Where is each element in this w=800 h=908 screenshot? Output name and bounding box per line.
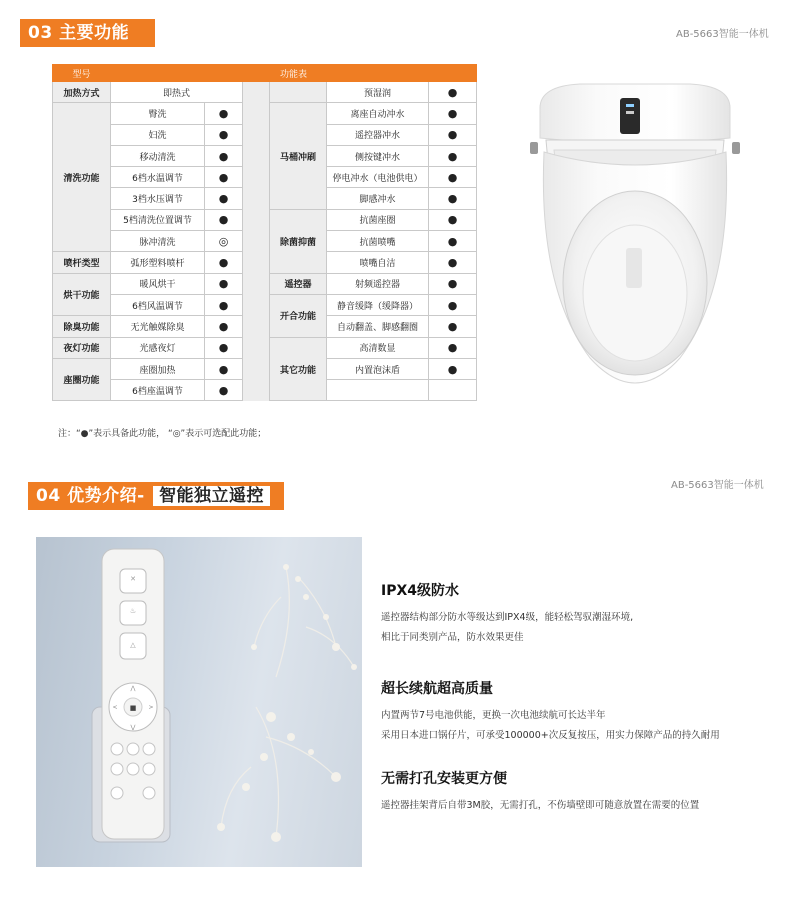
- mark-cell: ●: [205, 167, 243, 188]
- mark-cell: ●: [429, 82, 477, 103]
- feature-cell: 侧按键冲水: [327, 145, 429, 166]
- mark-cell: ●: [429, 188, 477, 209]
- category-cell: 座圈功能: [53, 358, 111, 401]
- mark-cell: ●: [205, 124, 243, 145]
- svg-text:✕: ✕: [130, 575, 136, 583]
- feature-cell: 6档风温调节: [111, 294, 205, 315]
- mark-cell: ●: [429, 273, 477, 294]
- category-cell: [270, 82, 327, 103]
- feature-text-install: [381, 796, 699, 816]
- feature-cell: 静音缓降（缓降器）: [327, 294, 429, 315]
- feature-line: 遥控器挂架背后自带3M胶，无需打孔，不伤墙壁即可随意放置在需要的位置: [381, 800, 700, 811]
- model-label: AB-5663智能一体机: [676, 29, 769, 40]
- mark-cell: ●: [429, 103, 477, 124]
- feature-cell: 停电冲水（电池供电）: [327, 167, 429, 188]
- mark-cell: ●: [205, 294, 243, 315]
- feature-cell: 妇洗: [111, 124, 205, 145]
- mark-cell: ●: [429, 145, 477, 166]
- mark-cell: ●: [429, 358, 477, 379]
- category-cell: 马桶冲刷: [270, 103, 327, 209]
- mark-cell: ●: [205, 145, 243, 166]
- feature-line: 相比于同类别产品，防水效果更佳: [381, 632, 524, 643]
- mark-cell: ●: [429, 209, 477, 230]
- mark-cell: ●: [429, 124, 477, 145]
- svg-text:⋁: ⋁: [130, 724, 136, 731]
- feature-title-waterproof: IPX4级防水: [381, 583, 460, 599]
- feature-cell: 抗菌喷嘴: [327, 231, 429, 252]
- feature-cell: 脉冲清洗: [111, 231, 205, 252]
- feature-cell: 臀洗: [111, 103, 205, 124]
- header-function-table: 功能表: [111, 65, 477, 82]
- svg-text:⋀: ⋀: [130, 685, 136, 692]
- category-cell: 其它功能: [270, 337, 327, 401]
- feature-cell: 喷嘴自洁: [327, 252, 429, 273]
- category-cell: 加热方式: [53, 82, 111, 103]
- mark-cell: ●: [429, 294, 477, 315]
- header-model: 型号: [53, 65, 111, 82]
- mark-cell: ●: [205, 337, 243, 358]
- feature-cell: 脚感冲水: [327, 188, 429, 209]
- section-heading-highlight: 智能独立遥控: [153, 486, 270, 506]
- feature-cell: 射频遥控器: [327, 273, 429, 294]
- feature-title-battery: 超长续航超高质量: [381, 681, 493, 697]
- section-heading-text: 03 主要功能: [28, 23, 130, 43]
- feature-cell: 自动翻盖、脚感翻圈: [327, 316, 429, 337]
- category-cell: 除臭功能: [53, 316, 111, 337]
- mark-cell: ●: [205, 316, 243, 337]
- mark-cell: [429, 380, 477, 401]
- svg-text:△: △: [130, 641, 136, 649]
- feature-line: 内置两节7号电池供能，更换一次电池续航可长达半年: [381, 710, 606, 721]
- feature-text-waterproof: [381, 608, 633, 648]
- category-cell: 清洗功能: [53, 103, 111, 252]
- feature-cell: 6档座温调节: [111, 380, 205, 401]
- mark-cell: ●: [205, 380, 243, 401]
- feature-title-install: 无需打孔安装更方便: [381, 771, 507, 787]
- feature-cell: 预湿润: [327, 82, 429, 103]
- feature-cell: 无光触媒除臭: [111, 316, 205, 337]
- feature-cell: 5档清洗位置调节: [111, 209, 205, 230]
- category-cell: 喷杆类型: [53, 252, 111, 273]
- mark-cell: ●: [205, 252, 243, 273]
- remote-control-photo: [36, 537, 362, 867]
- feature-cell: 遥控器冲水: [327, 124, 429, 145]
- toilet-illustration: [520, 78, 750, 408]
- feature-cell: 内置泡沫盾: [327, 358, 429, 379]
- feature-cell: 暖风烘干: [111, 273, 205, 294]
- model-label: AB-5663智能一体机: [671, 480, 764, 491]
- feature-cell: 高清数显: [327, 337, 429, 358]
- mark-cell: ◎: [205, 231, 243, 252]
- feature-cell: 6档水温调节: [111, 167, 205, 188]
- mark-cell: ●: [205, 358, 243, 379]
- mark-cell: ●: [205, 103, 243, 124]
- svg-text:<: <: [112, 704, 118, 711]
- display-panel-icon: [620, 98, 640, 134]
- mark-cell: ●: [429, 316, 477, 337]
- table-row: [53, 82, 477, 103]
- table-header-row: [53, 65, 477, 82]
- mark-cell: ●: [429, 167, 477, 188]
- mark-cell: ●: [205, 273, 243, 294]
- feature-cell: 弧形塑料喷杆: [111, 252, 205, 273]
- feature-cell: 移动清洗: [111, 145, 205, 166]
- mark-cell: ●: [429, 231, 477, 252]
- mark-cell: ●: [429, 337, 477, 358]
- feature-cell: [327, 380, 429, 401]
- function-table: [52, 64, 477, 401]
- mark-cell: ●: [205, 209, 243, 230]
- table-note: 注：“●”表示具备此功能， “◎”表示可选配此功能；: [58, 429, 267, 439]
- category-cell: 烘干功能: [53, 273, 111, 316]
- feature-line: 遥控器结构部分防水等级达到IPX4级，能轻松驾驭潮湿环境,: [381, 612, 634, 623]
- mark-cell: ●: [429, 252, 477, 273]
- remote-photo-art: [36, 537, 362, 867]
- feature-cell: 3档水压调节: [111, 188, 205, 209]
- feature-line: 采用日本进口锅仔片，可承受100000+次反复按压，用实力保障产品的持久耐用: [381, 730, 720, 741]
- feature-cell: 座圈加热: [111, 358, 205, 379]
- feature-cell: 光感夜灯: [111, 337, 205, 358]
- column-gap: [243, 82, 270, 401]
- feature-cell: 离座自动冲水: [327, 103, 429, 124]
- category-cell: 开合功能: [270, 294, 327, 337]
- section-heading-text: 04 优势介绍-: [36, 486, 145, 506]
- svg-text:■: ■: [129, 704, 137, 712]
- section-heading-advantages: [28, 482, 284, 510]
- category-cell: 除菌抑菌: [270, 209, 327, 273]
- table-body: [53, 82, 477, 401]
- feature-cell: 抗菌座圈: [327, 209, 429, 230]
- feature-text-battery: [381, 706, 720, 746]
- section-heading-functions: [20, 19, 155, 47]
- svg-text:♨: ♨: [129, 607, 137, 615]
- category-cell: 夜灯功能: [53, 337, 111, 358]
- category-cell: 遥控器: [270, 273, 327, 294]
- feature-cell: 即热式: [111, 82, 243, 103]
- svg-text:>: >: [148, 704, 154, 711]
- mark-cell: ●: [205, 188, 243, 209]
